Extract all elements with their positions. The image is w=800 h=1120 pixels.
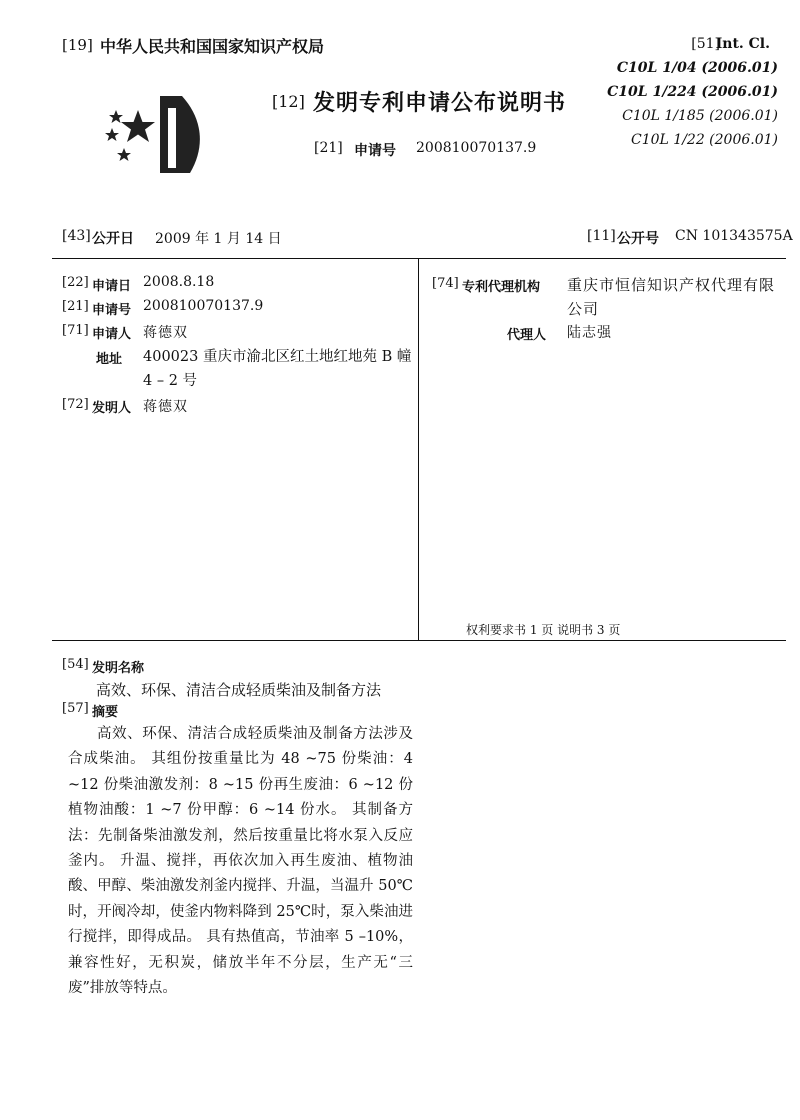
cnipa-emblem-icon bbox=[98, 88, 218, 183]
inventor-code: [72] bbox=[62, 397, 89, 412]
ipc-class-2: C10L 1/224 (2006.01) bbox=[607, 84, 778, 100]
app-no-label: 申请号 bbox=[354, 143, 396, 159]
ipc-class-3: C10L 1/185 (2006.01) bbox=[622, 108, 778, 124]
pub-date-value: 2009 年 1 月 14 日 bbox=[155, 231, 282, 247]
bottom-rule bbox=[52, 640, 786, 641]
doc-type-code: [12] bbox=[272, 92, 305, 111]
pub-no-value: CN 101343575A bbox=[675, 228, 793, 244]
biblio-app-no-value: 200810070137.9 bbox=[143, 298, 264, 314]
pub-no-code: [11] bbox=[587, 228, 616, 244]
ipc-label: Int. Cl. bbox=[715, 36, 770, 52]
office-code: [19] bbox=[62, 36, 93, 54]
top-rule bbox=[52, 258, 786, 259]
abstract-code: [57] bbox=[62, 701, 89, 716]
pages-note: 权利要求书 1 页 说明书 3 页 bbox=[466, 623, 621, 637]
pub-date-code: [43] bbox=[62, 228, 91, 244]
ipc-class-1: C10L 1/04 (2006.01) bbox=[616, 60, 778, 76]
agent-label: 代理人 bbox=[507, 328, 547, 343]
invention-title-label: 发明名称 bbox=[92, 661, 145, 676]
agent-value: 陆志强 bbox=[567, 325, 612, 341]
abstract-label: 摘要 bbox=[92, 705, 119, 720]
app-no-code: [21] bbox=[314, 140, 343, 156]
agency-code: [74] bbox=[432, 276, 459, 291]
address-value: 400023 重庆市渝北区红土地红地苑 B 幢 4 – 2 号 bbox=[143, 349, 412, 389]
filing-date-label: 申请日 bbox=[92, 279, 132, 294]
column-divider bbox=[418, 258, 419, 640]
office-name: 中华人民共和国国家知识产权局 bbox=[100, 37, 325, 56]
ipc-class-4: C10L 1/22 (2006.01) bbox=[631, 132, 778, 148]
ipc-code: [51] bbox=[691, 36, 720, 52]
applicant-code: [71] bbox=[62, 323, 89, 338]
biblio-app-no-label: 申请号 bbox=[92, 303, 132, 318]
pub-date-label: 公开日 bbox=[92, 231, 134, 247]
agency-label: 专利代理机构 bbox=[462, 280, 541, 295]
abstract-text: 高效、环保、清洁合成轻质柴油及制备方法涉及合成柴油。 其组份按重量比为 48 ~75 份柴油：4 ~12 份柴油激发剂：8 ~15 份再生废油：6 ~12 份植物油酸：1 ~7 份甲醇：6 ~14 份水。 其制备方法：先制备柴油激发剂，然后按重量比将水泵入反应釜内。 升温、搅拌，再依次加入再生废油、植物油酸、甲醇、柴油激发剂釜内搅拌、升温，当温升 50℃时，开阀冷却，使釜内物料降到 25℃时，泵入柴油进行搅拌，即得成品。 具有热值高，节油率 5 –10%，兼容性好，无积炭，储放半年不分层，生产无“三废”排放等特点。 bbox=[68, 726, 413, 997]
biblio-app-no-code: [21] bbox=[62, 299, 89, 314]
filing-date-code: [22] bbox=[62, 275, 89, 290]
inventor-label: 发明人 bbox=[92, 401, 132, 416]
doc-type-title: 发明专利申请公布说明书 bbox=[313, 91, 567, 116]
applicant-value: 蒋德双 bbox=[143, 325, 188, 341]
inventor-value: 蒋德双 bbox=[143, 399, 188, 415]
invention-title-code: [54] bbox=[62, 657, 89, 672]
applicant-label: 申请人 bbox=[92, 327, 132, 342]
filing-date-value: 2008.8.18 bbox=[143, 274, 215, 290]
agency-value: 重庆市恒信知识产权代理有限公司 bbox=[567, 276, 776, 318]
pub-no-label: 公开号 bbox=[617, 231, 659, 247]
address-label: 地址 bbox=[96, 352, 123, 367]
invention-title: 高效、环保、清洁合成轻质柴油及制备方法 bbox=[96, 681, 382, 699]
app-no-value: 200810070137.9 bbox=[416, 140, 537, 156]
